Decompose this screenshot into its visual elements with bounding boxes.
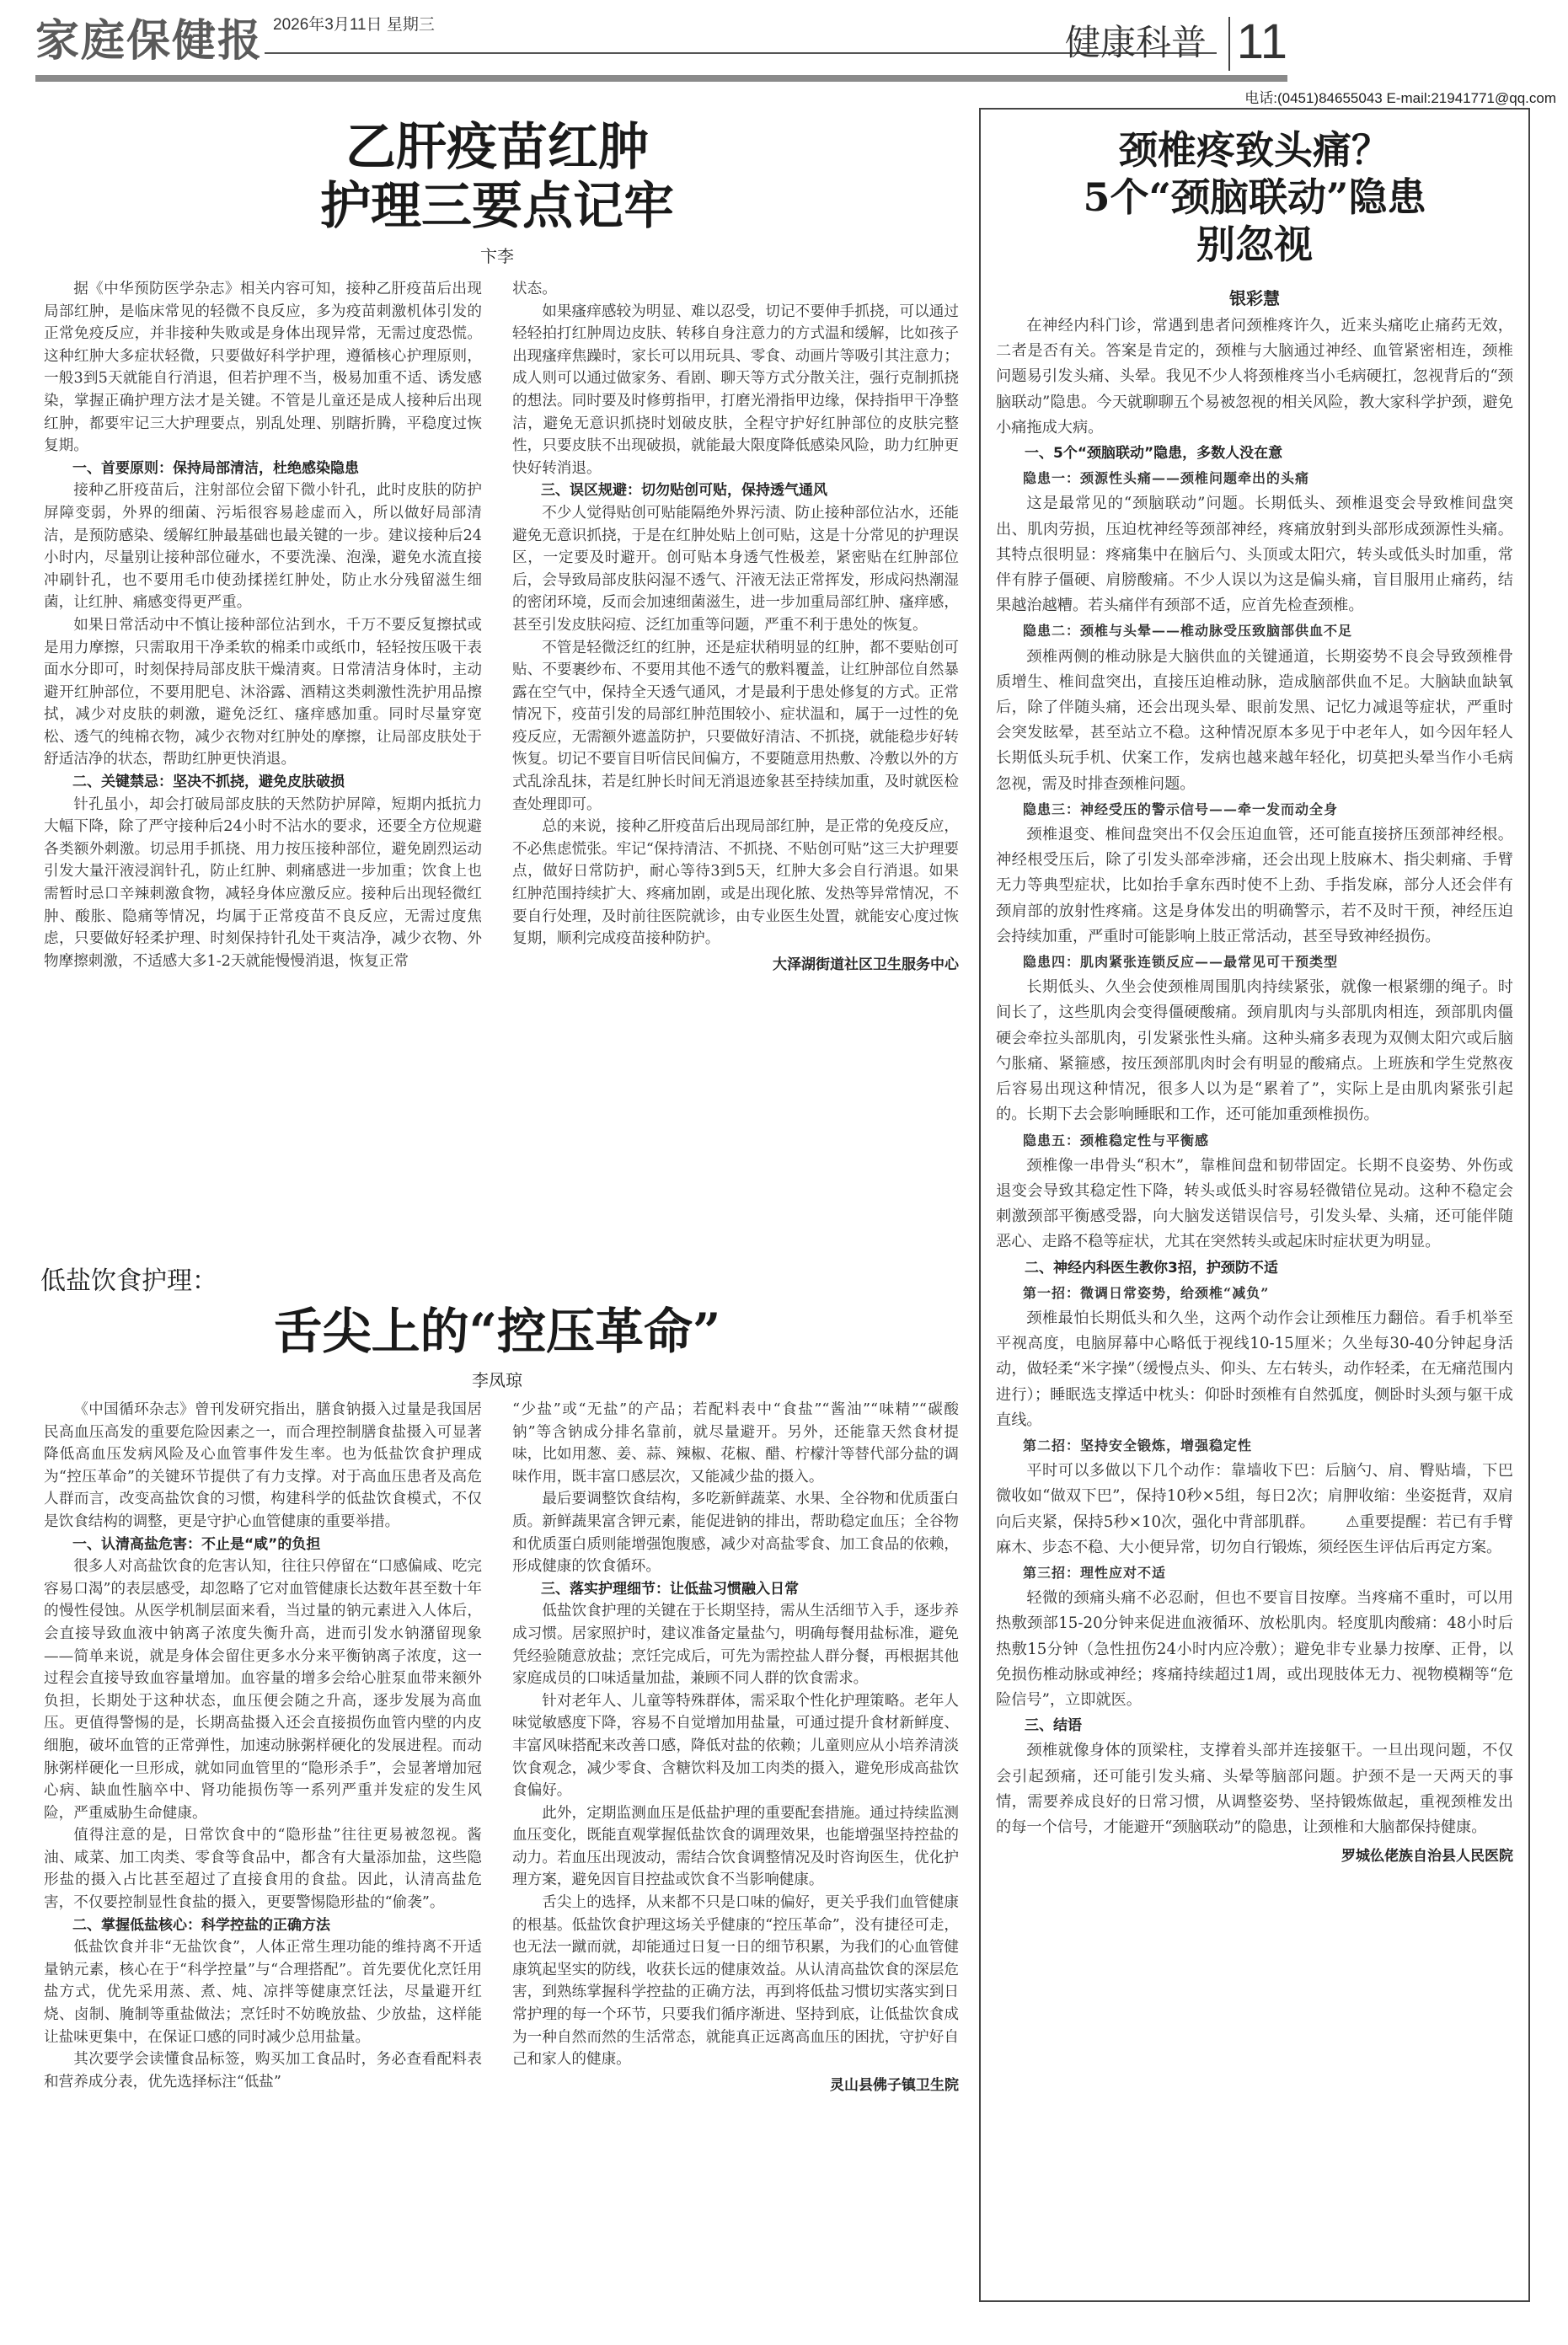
article1-heading-2: 二、关键禁忌：坚决不抓挠，避免皮肤破损 xyxy=(72,774,345,791)
article2-paragraph: 针对老年人、儿童等特殊群体，需采取个性化护理策略。老年人味觉敏感度下降，容易不自觉增加用盐量，可通过提升食材新鲜度、丰富风味搭配来改善口感，降低对盐的依赖；儿童则应从小培养清淡饮食观念，减少零食、含糖饮料及加工肉类的摄入，避免形成高盐饮食偏好。 xyxy=(512,1692,959,1800)
article2-heading-3: 三、落实护理细节：让低盐习惯融入日常 xyxy=(541,1580,799,1598)
contact-info: 电话:(0451)84655043 E-mail:21941771@qq.com xyxy=(1244,90,1556,106)
article2-paragraph: 此外，定期监测血压是低盐护理的重要配套措施。通过持续监测血压变化，既能直观掌握低盐饮食的调理效果，也能增强坚持控盐的动力。若血压出现波动，需结合饮食调整情况及时咨询医生，优化护理方案，避免因盲目控盐或饮食不当影响健康。 xyxy=(512,1804,959,1889)
article1-title-line2: 护理三要点记牢 xyxy=(320,177,674,236)
article1-heading-3: 三、误区规避：切勿贴创可贴，保持透气通风 xyxy=(541,482,827,500)
tip-3-text: 轻微的颈痛头痛不必忍耐，但也不要盲目按摩。当疼痛不重时，可以用热敷颈部15-20分钟来促进血液循环、放松肌肉。轻度肌肉酸痛：48小时后热敷15分钟（急性扭伤24小时内应冷敷）；避免非专业暴力按摩、正骨，以免损伤椎动脉或神经；疼痛持续超过1周，或出现肢体无力、视物模糊等“危险信号”，立即就医。 xyxy=(996,1589,1513,1709)
article1-title-line1: 乙肝疫苗红肿 xyxy=(345,118,649,177)
article3-heading-1: 一、5个“颈脑联动”隐患，多数人没在意 xyxy=(1025,445,1283,463)
article2-paragraph: 低盐饮食并非“无盐饮食”，人体正常生理功能的维持离不开适量钠元素，核心在于“科学控量”与“合理搭配”。首先要优化烹饪用盐方式，优先采用蒸、煮、炖、凉拌等健康烹饪法，尽量避开红烧、卤制、腌制等重盐做法；烹饪时不妨晚放盐、少放盐，这样能让盐味更集中，在保证口感的同时减少总用盐量。 xyxy=(44,1939,482,2046)
article1-heading-1: 一、首要原则：保持局部清洁，杜绝感染隐患 xyxy=(72,459,359,477)
article3-intro: 在神经内科门诊，常遇到患者问颈椎疼许久，近来头痛吃止痛药无效，二者是否有关。答案是肯定的，颈椎与大脑通过神经、血管紧密相连，颈椎问题易引发头痛、头晕。我见不少人将颈椎疼当小毛病硬扛，忽视背后的“颈脑联动”隐患。今天就聊聊五个易被忽视的相关风险，教大家科学护颈，避免小痛拖成大病。 xyxy=(996,317,1513,436)
tip-2-warning: 重要提醒：若已有手臂麻木、步态不稳、大小便异常，切勿自行锻炼，须经医生评估后再定方案。 xyxy=(996,1512,1513,1556)
article3-title xyxy=(981,126,1528,268)
tip-2-text xyxy=(996,1459,1513,1561)
article3-title-line1: 颈椎疼致头痛？ xyxy=(1119,127,1390,173)
issue-date: 2026年3月11日 星期三 xyxy=(273,16,435,34)
article1-intro: 据《中华预防医学杂志》相关内容可知，接种乙肝疫苗后出现局部红肿，是临床常见的轻微不良反应，多为疫苗刺激机体引发的正常免疫反应，并非接种失败或是身体出现异常，无需过度恐慌。这种红肿大多症状轻微，只要做好科学护理，遵循核心护理原则，一般3到5天就能自行消退，但若护理不当，极易加重不适、诱发感染，掌握正确护理方法才是关键。不管是儿童还是成人接种后出现红肿，都要牢记三大护理要点，别乱处理、别瞎折腾，平稳度过恢复期。 xyxy=(44,281,482,455)
risk-1-title: 隐患一：颈源性头痛——颈椎问题牵出的头痛 xyxy=(1023,470,1310,487)
article1-paragraph-cont: 状态。 xyxy=(512,281,557,297)
article1-paragraph: 不少人觉得贴创可贴能隔绝外界污渍、防止接种部位沾水，还能避免无意识抓挠，于是在红肿处贴上创可贴，这是十分常见的护理误区，一定要及时避开。创可贴本身透气性极差，紧密贴在红肿部位后，会导致局部皮肤闷湿不透气、汗液无法正常挥发，形成闷热潮湿的密闭环境，反而会加速细菌滋生，进一步加重局部红肿、瘙痒感，甚至引发皮肤闷痘、泛红加重等问题，严重不利于患处的恢复。 xyxy=(512,504,959,634)
article2-author: 李凤琼 xyxy=(472,1370,522,1390)
article1-column-2 xyxy=(512,278,959,976)
article1-column-1 xyxy=(44,278,482,972)
article3-column xyxy=(996,313,1513,1869)
article1-paragraph: 如果瘙痒感较为明显、难以忍受，切记不要伸手抓挠，可以通过轻轻拍打红肿周边皮肤、转移自身注意力的方式温和缓解，比如孩子出现瘙痒焦躁时，家长可以用玩具、零食、动画片等吸引其注意力；成人则可以通过做家务、看剧、聊天等方式分散关注，强行克制抓挠的想法。同时要及时修剪指甲，打磨光滑指甲边缘，保持指甲干净整洁，避免无意识抓挠时划破皮肤，全程守护好红肿部位的皮肤完整性，只要皮肤不出现破损，就能最大限度降低感染风险，助力红肿更快好转消退。 xyxy=(512,302,959,477)
article3-title-line3: 别忽视 xyxy=(1196,222,1313,267)
article1-paragraph: 如果日常活动中不慎让接种部位沾到水，千万不要反复擦拭或是用力摩擦，只需取用干净柔软的棉柔巾或纸巾，轻轻按压吸干表面水分即可，时刻保持局部皮肤干燥清爽。日常清洁身体时，主动避开红肿部位，不要用肥皂、沐浴露、酒精这类刺激性洗护用品擦拭，减少对皮肤的刺激，避免泛红、瘙痒感加重。同时尽量穿宽松、透气的纯棉衣物，减少衣物对红肿处的摩擦，让局部皮肤处于舒适洁净的状态，帮助红肿更快消退。 xyxy=(44,616,482,768)
article2-column-2 xyxy=(512,1399,959,2096)
article3-source: 罗城仫佬族自治县人民医院 xyxy=(1341,1848,1513,1866)
article2-heading-2: 二、掌握低盐核心：科学控盐的正确方法 xyxy=(72,1916,330,1934)
tip-1-text: 颈椎最怕长期低头和久坐，这两个动作会让颈椎压力翻倍。看手机举至平视高度，电脑屏幕中心略低于视线10-15厘米；久坐每30-40分钟起身活动，做轻柔“米字操”（缓慢点头、仰头、左右转头，动作轻柔，在无痛范围内进行）；睡眠选支撑适中枕头：仰卧时颈椎有自然弧度，侧卧时头颈与躯干成直线。 xyxy=(996,1309,1513,1429)
masthead-bar xyxy=(35,75,1287,82)
article2-paragraph-cont: “少盐”或“无盐”的产品；若配料表中“食盐”“酱油”“味精”“碳酸钠”等含钠成分排名靠前，就尽量避开。另外，还能靠天然食材提味，比如用葱、姜、蒜、辣椒、花椒、醋、柠檬汁等替代部分盐的调味作用，既丰富口感层次，又能减少盐的摄入。 xyxy=(512,1401,959,1486)
risk-2-title: 隐患二：颈椎与头晕——椎动脉受压致脑部供血不足 xyxy=(1023,623,1353,640)
tip-3-title: 第三招：理性应对不适 xyxy=(1023,1564,1167,1581)
article2-paragraph: 很多人对高盐饮食的危害认知，往往只停留在“口感偏咸、吃完容易口渴”的表层感受，却忽略了它对血管健康长达数年甚至数十年的慢性侵蚀。从医学机制层面来看，当过量的钠元素进入人体后，会直接导致血液中钠离子浓度失衡升高，进而引发水钠潴留现象——简单来说，就是身体会留住更多水分来平衡钠离子浓度，这一过程会直接导致血容量增加。血容量的增多会给心脏泵血带来额外负担，长期处于这种状态，血压便会随之升高，逐步发展为高血压。更值得警惕的是，长期高盐摄入还会直接损伤血管内壁的内皮细胞，破坏血管的正常弹性，加速动脉粥样硬化的发展进程。而动脉粥样硬化一旦形成，就如同血管里的“隐形杀手”，会显著增加冠心病、缺血性脑卒中、肾功能损伤等一系列严重并发症的发生风险，严重威胁生命健康。 xyxy=(44,1558,482,1822)
article1-title xyxy=(34,118,961,236)
article1-paragraph: 针孔虽小，却会打破局部皮肤的天然防护屏障，短期内抵抗力大幅下降，除了严守接种后24小时不沾水的要求，还要全方位规避各类额外刺激。切忌用手抓挠、用力按压接种部位，避免剧烈运动引发大量汗液浸润针孔，防止红肿、刺痛感进一步加重；饮食上也需暂时忌口辛辣刺激食物，减轻身体应激反应。接种后出现轻微红肿、酸胀、隐痛等情况，均属于正常疫苗不良反应，无需过度焦虑，只要做好轻柔护理、时刻保持针孔处干爽洁净，减少衣物、外物摩擦刺激，不适感大多1-2天就能慢慢消退，恢复正常 xyxy=(44,795,482,970)
article2-title: 舌尖上的“控压革命” xyxy=(273,1303,721,1360)
article2-kicker: 低盐饮食护理： xyxy=(40,1266,217,1296)
article3-conclusion: 颈椎就像身体的顶梁柱，支撑着头部并连接躯干。一旦出现问题，不仅会引起颈痛，还可能引发头痛、头晕等脑部问题。护颈不是一天两天的事情，需要养成良好的日常习惯，从调整姿势、坚持锻炼做起，重视颈椎发出的每一个信号，才能避开“颈脑联动”的隐患，让颈椎和大脑都保持健康。 xyxy=(996,1742,1513,1836)
article2-paragraph: 舌尖上的选择，从来都不只是口味的偏好，更关乎我们血管健康的根基。低盐饮食护理这场关乎健康的“控压革命”，没有捷径可走，也无法一蹴而就，却能通过日复一日的细节积累，为我们的心血管健康筑起坚实的防线，收获长远的健康效益。从认清高盐饮食的深层危害，到熟练掌握科学控盐的正确方法，再到将低盐习惯切实落实到日常护理的每一个环节，只要我们循序渐进、坚持到底，让低盐饮食成为一种自然而然的生活常态，就能真正远离高血压的困扰，守护好自己和家人的健康。 xyxy=(512,1894,959,2069)
masthead-divider xyxy=(1228,17,1230,71)
article1-author: 卞李 xyxy=(480,246,514,266)
article3-author: 银彩慧 xyxy=(1229,288,1280,308)
article2-paragraph: 其次要学会读懂食品标签，购买加工食品时，务必查看配料表和营养成分表，优先选择标注“低盐” xyxy=(44,2051,482,2091)
article2-heading-1: 一、认清高盐危害：不止是“咸”的负担 xyxy=(72,1535,321,1553)
article1-paragraph: 总的来说，接种乙肝疫苗后出现局部红肿，是正常的免疫反应，不必焦虑慌张。牢记“保持清洁、不抓挠、不贴创可贴”这三大护理要点，做好日常防护，耐心等待3到5天，红肿大多会自行消退。如果红肿范围持续扩大、疼痛加剧，或是出现化脓、发热等异常情况，不要自行处理，及时前往医院就诊，由专业医生处置，就能安心度过恢复期，顺利完成疫苗接种防护。 xyxy=(512,818,959,948)
article2-paragraph: 最后要调整饮食结构，多吃新鲜蔬菜、水果、全谷物和优质蛋白质。新鲜蔬果富含钾元素，能促进钠的排出，帮助稳定血压；全谷物和优质蛋白质则能增强饱腹感，减少对高盐零食、加工食品的依赖，形成健康的饮食循环。 xyxy=(512,1491,959,1576)
risk-3-text: 颈椎退变、椎间盘突出不仅会压迫血管，还可能直接挤压颈部神经根。神经根受压后，除了引发头部牵涉痛，还会出现上肢麻木、指尖刺痛、手臂无力等典型症状，比如抬手拿东西时使不上劲、手指发麻，部分人还会伴有颈肩部的放射性疼痛。这是身体发出的明确警示，若不及时干预，神经压迫会持续加重，严重时可能影响上肢正常活动，甚至导致神经损伤。 xyxy=(996,826,1513,945)
tip-2-title: 第二招：坚持安全锻炼，增强稳定性 xyxy=(1023,1437,1253,1454)
paper-name: 家庭保健报 xyxy=(35,16,264,67)
risk-3-title: 隐患三：神经受压的警示信号——牵一发而动全身 xyxy=(1023,800,1339,817)
article1-source: 大泽湖街道社区卫生服务中心 xyxy=(773,956,959,973)
article2-intro: 《中国循环杂志》曾刊发研究指出，膳食钠摄入过量是我国居民高血压高发的重要危险因素之一，而合理控制膳食盐摄入可显著降低高血压发病风险及心血管事件发生率。也为低盐饮食护理成为“控压革命”的关键环节提供了有力支撑。对于高血压患者及高危人群而言，改变高盐饮食的习惯，构建科学的低盐饮食模式，不仅是饮食结构的调整，更是守护心血管健康的重要举措。 xyxy=(44,1401,482,1530)
masthead xyxy=(35,0,1287,110)
article3-heading-2: 二、神经内科医生教你3招，护颈防不适 xyxy=(1025,1259,1278,1277)
risk-2-text: 颈椎两侧的椎动脉是大脑供血的关键通道，长期姿势不良会导致颈椎骨质增生、椎间盘突出，直接压迫椎动脉，造成脑部供血不足。大脑缺血缺氧后，除了伴随头痛，还会出现头晕、眼前发黑、记忆力减退等症状，严重时会突发眩晕，甚至站立不稳。这种情况原本多见于中老年人，如今因年轻人长期低头玩手机、伏案工作，发病也越来越年轻化，切莫把头晕当作小毛病忽视，需及时排查颈椎问题。 xyxy=(996,647,1513,793)
section-name: 健康科普 xyxy=(1064,22,1207,63)
article3-title-line2: 5个“颈脑联动”隐患 xyxy=(1083,174,1426,220)
risk-1-text: 这是最常见的“颈脑联动”问题。长期低头、颈椎退变会导致椎间盘突出、肌肉劳损，压迫枕神经等颈部神经，疼痛放射到头部形成颈源性头痛。其特点很明显：疼痛集中在脑后勺、头顶或太阳穴，转头或低头时加重，常伴有脖子僵硬、肩膀酸痛。不少人误以为这是偏头痛，盲目服用止痛药，结果越治越糟。若头痛伴有颈部不适，应首先检查颈椎。 xyxy=(996,495,1513,615)
tip-2-text-a: 平时可以多做以下几个动作：靠墙收下巴：后脑勺、肩、臀贴墙，下巴微收如“做双下巴”，保持10秒×5组，每日2次；肩胛收缩：坐姿挺背，双肩向后夹紧，保持5秒×10次，强化中背部肌群。 xyxy=(996,1462,1513,1531)
article3-heading-3: 三、结语 xyxy=(1025,1717,1082,1735)
article2-paragraph: 低盐饮食护理的关键在于长期坚持，需从生活细节入手，逐步养成习惯。居家照护时，建议准备定量盐勺，明确每餐用盐标准，避免凭经验随意放盐；烹饪完成后，可先为需控盐人群分餐，再根据其他家庭成员的口味适量加盐，兼顾不同人群的饮食需求。 xyxy=(512,1603,959,1688)
tip-1-title: 第一招：微调日常姿势，给颈椎“减负” xyxy=(1023,1284,1270,1301)
article2-column-1 xyxy=(44,1399,482,2093)
risk-5-title: 隐患五：颈椎稳定性与平衡感 xyxy=(1023,1132,1210,1148)
risk-4-text: 长期低头、久坐会使颈椎周围肌肉持续紧张，就像一根紧绷的绳子。时间长了，这些肌肉会变得僵硬酸痛。颈肩肌肉与头部肌肉相连，颈部肌肉僵硬会牵拉头部肌肉，引发紧张性头痛。这种头痛多表现为双侧太阳穴或后脑勺胀痛、紧箍感，按压颈部肌肉时会有明显的酸痛点。上班族和学生党熬夜后容易出现这种情况，很多人以为是“累着了”，实际上是由肌肉紧张引起的。长期下去会影响睡眠和工作，还可能加重颈椎损伤。 xyxy=(996,978,1513,1124)
risk-5-text: 颈椎像一串骨头“积木”，靠椎间盘和韧带固定。长期不良姿势、外伤或退变会导致其稳定性下降，转头或低头时容易轻微错位晃动。这种不稳定会刺激颈部平衡感受器，向大脑发送错误信号，引发头晕、头痛，还可能伴随恶心、走路不稳等症状，尤其在突然转头或起床时症状更为明显。 xyxy=(996,1156,1513,1251)
article2-paragraph: 值得注意的是，日常饮食中的“隐形盐”往往更易被忽视。酱油、咸菜、加工肉类、零食等食品中，都含有大量添加盐，这些隐形盐的摄入占比甚至超过了直接食用的食盐。因此，认清高盐危害，不仅要控制显性食盐的摄入，更要警惕隐形盐的“偷袭”。 xyxy=(44,1827,482,1912)
warning-icon: ⚠ xyxy=(1346,1512,1360,1531)
article1-paragraph: 不管是轻微泛红的红肿，还是症状稍明显的红肿，都不要贴创可贴、不要裹纱布、不要用其他不透气的敷料覆盖，让红肿部位自然暴露在空气中，保持全天透气通风，才是最利于患处修复的方式。正常情况下，疫苗引发的局部红肿范围较小、症状温和，属于一过性的免疫反应，无需额外遮盖防护，只要做好清洁、不抓挠，就能稳步好转恢复。切记不要盲目听信民间偏方，不要随意用热敷、冷敷以外的方式乱涂乱抹，若是红肿长时间无消退迹象甚至持续加重，及时就医检查处理即可。 xyxy=(512,639,959,813)
article1-paragraph: 接种乙肝疫苗后，注射部位会留下微小针孔，此时皮肤的防护屏障变弱，外界的细菌、污垢很容易趁虚而入，所以做好局部清洁，是预防感染、缓解红肿最基础也最关键的一步。建议接种后24小时内，尽量别让接种部位碰水，不要洗澡、泡澡，避免水流直接冲刷针孔，也不要用毛巾使劲揉搓红肿处，防止水分残留滋生细菌，让红肿、痛感变得更严重。 xyxy=(44,482,482,612)
page-number: 11 xyxy=(1236,14,1287,69)
risk-4-title: 隐患四：肌肉紧张连锁反应——最常见可干预类型 xyxy=(1023,954,1339,971)
article2-source: 灵山县佛子镇卫生院 xyxy=(830,2076,959,2094)
